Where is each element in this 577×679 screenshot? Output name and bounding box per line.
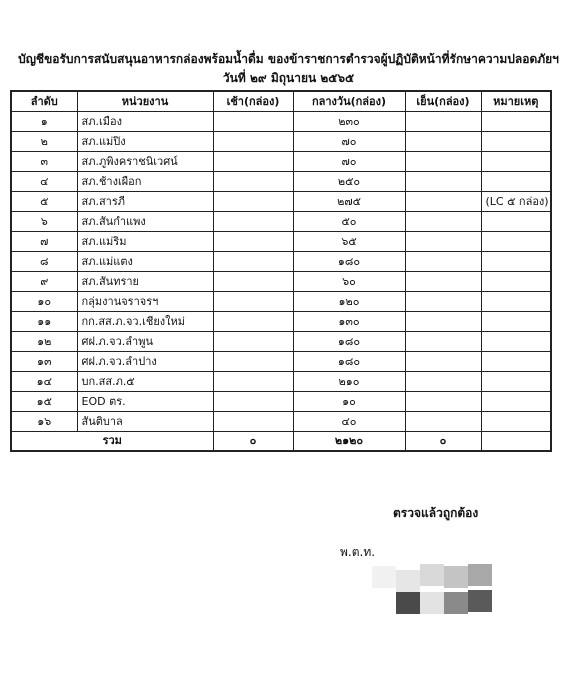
row-seq: ๑๑: [11, 312, 77, 332]
checked-correct-label: ตรวจแล้วถูกต้อง: [393, 506, 479, 520]
row-noon: ๑๘๐: [293, 252, 405, 272]
redacted-signature: [370, 562, 490, 616]
table-row: [11, 212, 551, 232]
row-morning: [213, 152, 293, 172]
row-unit: ศฝ.ภ.จว.ลำปาง: [77, 352, 213, 372]
row-unit: บก.สส.ภ.๕: [77, 372, 213, 392]
header-noon: กลางวัน(กล่อง): [293, 91, 405, 112]
row-note: [481, 172, 551, 192]
row-seq: ๗: [11, 232, 77, 252]
row-evening: [405, 272, 481, 292]
row-evening: [405, 192, 481, 212]
table-row: [11, 172, 551, 192]
row-morning: [213, 172, 293, 192]
row-unit: ศฝ.ภ.จว.ลำพูน: [77, 332, 213, 352]
row-unit: สันติบาล: [77, 412, 213, 432]
total-noon: ๒๑๒๐: [293, 432, 405, 452]
redaction-block: [444, 592, 468, 614]
row-unit: สภ.แม่แตง: [77, 252, 213, 272]
row-unit: กก.สส.ภ.จว.เชียงใหม่: [77, 312, 213, 332]
redaction-block: [396, 592, 420, 614]
table-row: [11, 152, 551, 172]
row-seq: ๑๒: [11, 332, 77, 352]
table-row: [11, 112, 551, 132]
row-seq: ๑๐: [11, 292, 77, 312]
row-note: [481, 392, 551, 412]
row-noon: ๒๓๐: [293, 112, 405, 132]
row-morning: [213, 392, 293, 412]
row-note: [481, 292, 551, 312]
redaction-block: [468, 564, 492, 586]
redaction-block: [420, 592, 444, 614]
redaction-block: [396, 570, 420, 592]
row-seq: ๑: [11, 112, 77, 132]
row-unit: สภ.สันกำแพง: [77, 212, 213, 232]
header-unit: หน่วยงาน: [77, 91, 213, 112]
row-unit: กลุ่มงานจราจรฯ: [77, 292, 213, 312]
table-row: [11, 132, 551, 152]
row-unit: สภ.แม่ริม: [77, 232, 213, 252]
row-note: [481, 372, 551, 392]
row-seq: ๑๓: [11, 352, 77, 372]
row-note: [481, 272, 551, 292]
row-noon: ๖๕: [293, 232, 405, 252]
officer-rank-label: พ.ต.ท.: [340, 545, 376, 559]
row-unit: สภ.แม่ปิง: [77, 132, 213, 152]
row-note: [481, 132, 551, 152]
redaction-block: [444, 566, 468, 588]
row-noon: ๒๕๐: [293, 172, 405, 192]
row-note: [481, 232, 551, 252]
row-morning: [213, 112, 293, 132]
row-morning: [213, 192, 293, 212]
row-morning: [213, 372, 293, 392]
row-noon: ๒๗๕: [293, 192, 405, 212]
row-morning: [213, 272, 293, 292]
row-morning: [213, 132, 293, 152]
total-note: [481, 432, 551, 452]
total-row: [11, 432, 551, 452]
redaction-block: [372, 566, 396, 588]
row-morning: [213, 212, 293, 232]
header-note: หมายเหตุ: [481, 91, 551, 112]
row-note: [481, 312, 551, 332]
row-evening: [405, 112, 481, 132]
table-row: [11, 272, 551, 292]
row-evening: [405, 352, 481, 372]
row-morning: [213, 332, 293, 352]
row-note: [481, 412, 551, 432]
row-noon: ๑๓๐: [293, 312, 405, 332]
row-noon: ๑๐: [293, 392, 405, 412]
row-evening: [405, 292, 481, 312]
header-seq: ลำดับ: [11, 91, 77, 112]
total-morning: ๐: [213, 432, 293, 452]
row-seq: ๖: [11, 212, 77, 232]
row-evening: [405, 172, 481, 192]
row-seq: ๔: [11, 172, 77, 192]
row-evening: [405, 132, 481, 152]
row-unit: EOD ตร.: [77, 392, 213, 412]
row-seq: ๒: [11, 132, 77, 152]
row-seq: ๑๖: [11, 412, 77, 432]
header-evening: เย็น(กล่อง): [405, 91, 481, 112]
row-morning: [213, 312, 293, 332]
row-noon: ๗๐: [293, 152, 405, 172]
row-evening: [405, 232, 481, 252]
row-noon: ๕๐: [293, 212, 405, 232]
table-header-row: [11, 91, 551, 112]
row-morning: [213, 292, 293, 312]
table-row: [11, 412, 551, 432]
row-seq: ๕: [11, 192, 77, 212]
row-morning: [213, 352, 293, 372]
header-morning: เช้า(กล่อง): [213, 91, 293, 112]
row-note: [481, 352, 551, 372]
document-date: วันที่ ๒๙ มิถุนายน ๒๕๖๕: [222, 71, 355, 85]
row-noon: ๒๑๐: [293, 372, 405, 392]
total-label: รวม: [11, 432, 213, 452]
document-title: บัญชีขอรับการสนับสนุนอาหารกล่องพร้อมน้ำดื่ม ของข้าราชการตำรวจผู้ปฏิบัติหน้าที่รักษาความปลอดภัยฯ: [18, 52, 559, 66]
row-morning: [213, 252, 293, 272]
row-morning: [213, 232, 293, 252]
row-note: [481, 152, 551, 172]
table-row: [11, 332, 551, 352]
row-unit: สภ.สันทราย: [77, 272, 213, 292]
row-unit: สภ.เมือง: [77, 112, 213, 132]
row-evening: [405, 252, 481, 272]
row-seq: ๓: [11, 152, 77, 172]
row-seq: ๑๔: [11, 372, 77, 392]
redaction-block: [420, 564, 444, 586]
row-noon: ๖๐: [293, 272, 405, 292]
table-row: [11, 192, 551, 212]
row-note: (LC ๕ กล่อง): [481, 192, 551, 212]
row-seq: ๑๕: [11, 392, 77, 412]
row-evening: [405, 312, 481, 332]
redaction-block: [468, 590, 492, 612]
row-note: [481, 252, 551, 272]
row-noon: ๑๒๐: [293, 292, 405, 312]
table-row: [11, 232, 551, 252]
row-seq: ๘: [11, 252, 77, 272]
row-noon: ๑๘๐: [293, 332, 405, 352]
row-morning: [213, 412, 293, 432]
table-body: [11, 112, 551, 432]
table-row: [11, 292, 551, 312]
row-unit: สภ.ภูพิงคราชนิเวศน์: [77, 152, 213, 172]
total-evening: ๐: [405, 432, 481, 452]
row-unit: สภ.สารภี: [77, 192, 213, 212]
row-seq: ๙: [11, 272, 77, 292]
food-box-table: [10, 90, 552, 452]
row-noon: ๔๐: [293, 412, 405, 432]
table-row: [11, 372, 551, 392]
row-evening: [405, 392, 481, 412]
row-note: [481, 112, 551, 132]
row-evening: [405, 412, 481, 432]
row-noon: ๑๘๐: [293, 352, 405, 372]
row-evening: [405, 212, 481, 232]
table-row: [11, 352, 551, 372]
row-unit: สภ.ช้างเผือก: [77, 172, 213, 192]
row-note: [481, 332, 551, 352]
row-evening: [405, 332, 481, 352]
row-evening: [405, 372, 481, 392]
table-row: [11, 392, 551, 412]
row-note: [481, 212, 551, 232]
table-row: [11, 312, 551, 332]
row-evening: [405, 152, 481, 172]
table-row: [11, 252, 551, 272]
row-noon: ๗๐: [293, 132, 405, 152]
